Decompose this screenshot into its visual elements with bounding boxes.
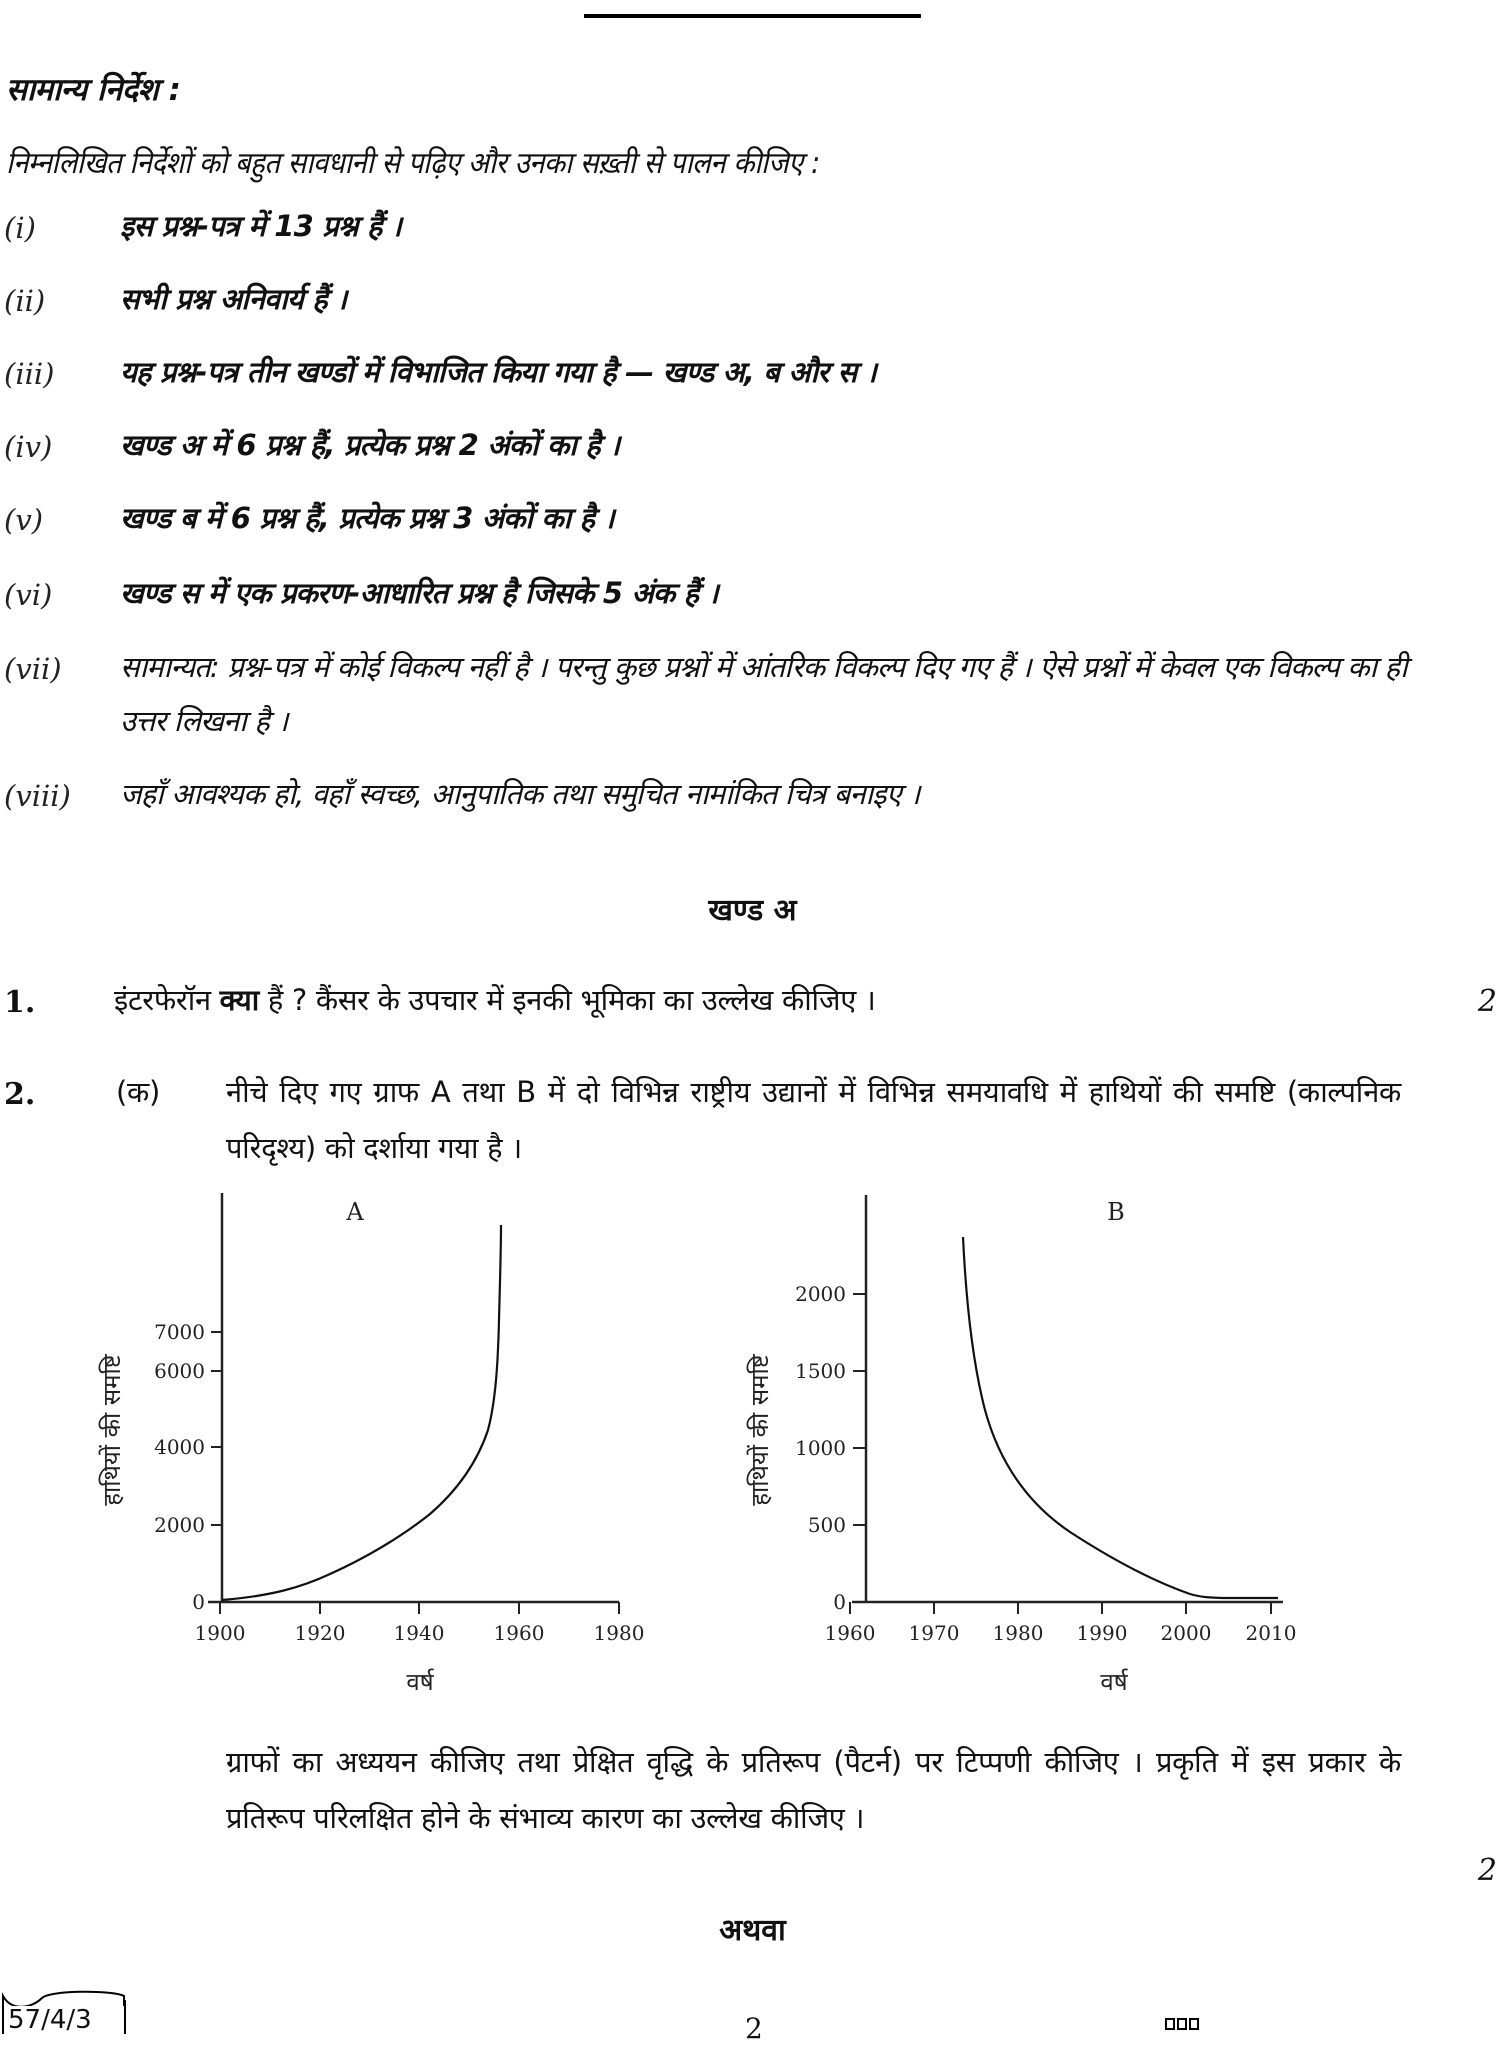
paper-code: 57/4/3 [2, 2000, 126, 2034]
x-tick-label: 2010 [1245, 1621, 1297, 1645]
page-number: 2 [745, 2012, 763, 2045]
question-text: नीचे दिए गए ग्राफ A तथा B में दो विभिन्न राष्ट्रीय उद्यानों में विभिन्न समयावधि में हाथियों की समष्टि (काल्पनिक परिदृश्य) को दर्शाया गया है । [226, 1075, 1401, 1165]
x-tick-label: 1980 [593, 1621, 645, 1645]
y-axis-label: हाथियों की समष्टि [98, 1354, 126, 1506]
question-part-label: (क) [116, 1075, 160, 1109]
instruction-number: (ii) [4, 284, 46, 318]
y-tick-label: 2000 [795, 1282, 846, 1306]
instruction-text: खण्ड स में एक प्रकरण-आधारित प्रश्न है जिसके 5 अंक हैं । [120, 576, 718, 610]
y-axis-label: हाथियों की समष्टि [746, 1354, 774, 1506]
question-text-emphasis: क्या [219, 983, 259, 1017]
instructions-intro: निम्नलिखित निर्देशों को बहुत सावधानी से पढ़िए और उनका सख़्ती से पालन कीजिए : [6, 146, 820, 181]
graph-title: A [346, 1198, 364, 1226]
instruction-text: सभी प्रश्न अनिवार्य हैं । [120, 282, 347, 316]
x-tick-label: 1920 [294, 1621, 346, 1645]
question-text-suffix: हैं ? कैंसर के उपचार में इनकी भूमिका का उल्लेख कीजिए । [258, 983, 876, 1017]
qr-code-icon [1165, 2018, 1203, 2032]
x-tick-label: 1960 [824, 1621, 876, 1645]
question-number: 1. [4, 985, 36, 1020]
instruction-text: सामान्यत: प्रश्न-पत्र में कोई विकल्प नहीं है । परन्तु कुछ प्रश्नों में आंतरिक विकल्प दिए गए हैं । ऐसे प्रश्नों में केवल एक विकल्प का ही उत्तर लिखना है । [120, 650, 1407, 738]
y-tick-label: 500 [807, 1513, 846, 1537]
instruction-number: (iv) [4, 430, 53, 464]
x-tick-label: 1970 [908, 1621, 960, 1645]
y-tick-label: 2000 [154, 1513, 205, 1537]
marks: 2 [1477, 1853, 1497, 1888]
x-tick-label: 1900 [194, 1621, 246, 1645]
question-number: 2. [4, 1077, 36, 1112]
instruction-number: (i) [4, 211, 36, 245]
graph-title: B [1107, 1198, 1125, 1226]
instruction-number: (v) [4, 503, 44, 537]
y-tick-label: 1500 [795, 1359, 846, 1383]
instruction-text: यह प्रश्न-पत्र तीन खण्डों में विभाजित किया गया है — खण्ड अ, ब और स । [120, 355, 876, 389]
x-axis-label: वर्ष [1100, 1668, 1128, 1696]
instruction-text: जहाँ आवश्यक हो, वहाँ स्वच्छ, आनुपातिक तथा समुचित नामांकित चित्र बनाइए । [120, 777, 920, 811]
y-tick-label: 0 [833, 1590, 846, 1614]
y-tick-label: 0 [192, 1590, 205, 1614]
x-tick-label: 1990 [1076, 1621, 1128, 1645]
x-axis-label: वर्ष [406, 1668, 434, 1696]
question-followup-text: ग्राफों का अध्ययन कीजिए तथा प्रेक्षित वृद्धि के प्रतिरूप (पैटर्न) पर टिप्पणी कीजिए । प्रकृति में इस प्रकार के प्रतिरूप परिलक्षित होने के संभाव्य कारण का उल्लेख कीजिए । [226, 1745, 1401, 1835]
y-tick-label: 4000 [154, 1435, 205, 1459]
y-tick-label: 1000 [795, 1436, 846, 1460]
marks: 2 [1477, 984, 1497, 1019]
x-tick-label: 2000 [1160, 1621, 1212, 1645]
instruction-number: (vi) [4, 578, 53, 612]
instruction-text: इस प्रश्न-पत्र में 13 प्रश्न हैं । [120, 209, 402, 243]
instruction-text: खण्ड अ में 6 प्रश्न हैं, प्रत्येक प्रश्न 2 अंकों का है । [120, 428, 620, 462]
x-tick-label: 1940 [393, 1621, 445, 1645]
y-tick-label: 7000 [154, 1320, 205, 1344]
page-title: सामान्य निर्देश : [6, 72, 181, 108]
x-tick-label: 1960 [493, 1621, 545, 1645]
y-tick-label: 6000 [154, 1359, 205, 1383]
x-tick-label: 1980 [992, 1621, 1044, 1645]
question-text-prefix: इंटरफेरॉन [114, 983, 220, 1017]
instruction-number: (vii) [4, 652, 62, 686]
instruction-number: (iii) [4, 357, 55, 391]
or-separator: अथवा [719, 1913, 786, 1948]
instruction-text: खण्ड ब में 6 प्रश्न हैं, प्रत्येक प्रश्न 3 अंकों का है । [120, 501, 614, 535]
instruction-number: (viii) [4, 779, 71, 813]
section-heading: खण्ड अ [708, 893, 797, 928]
